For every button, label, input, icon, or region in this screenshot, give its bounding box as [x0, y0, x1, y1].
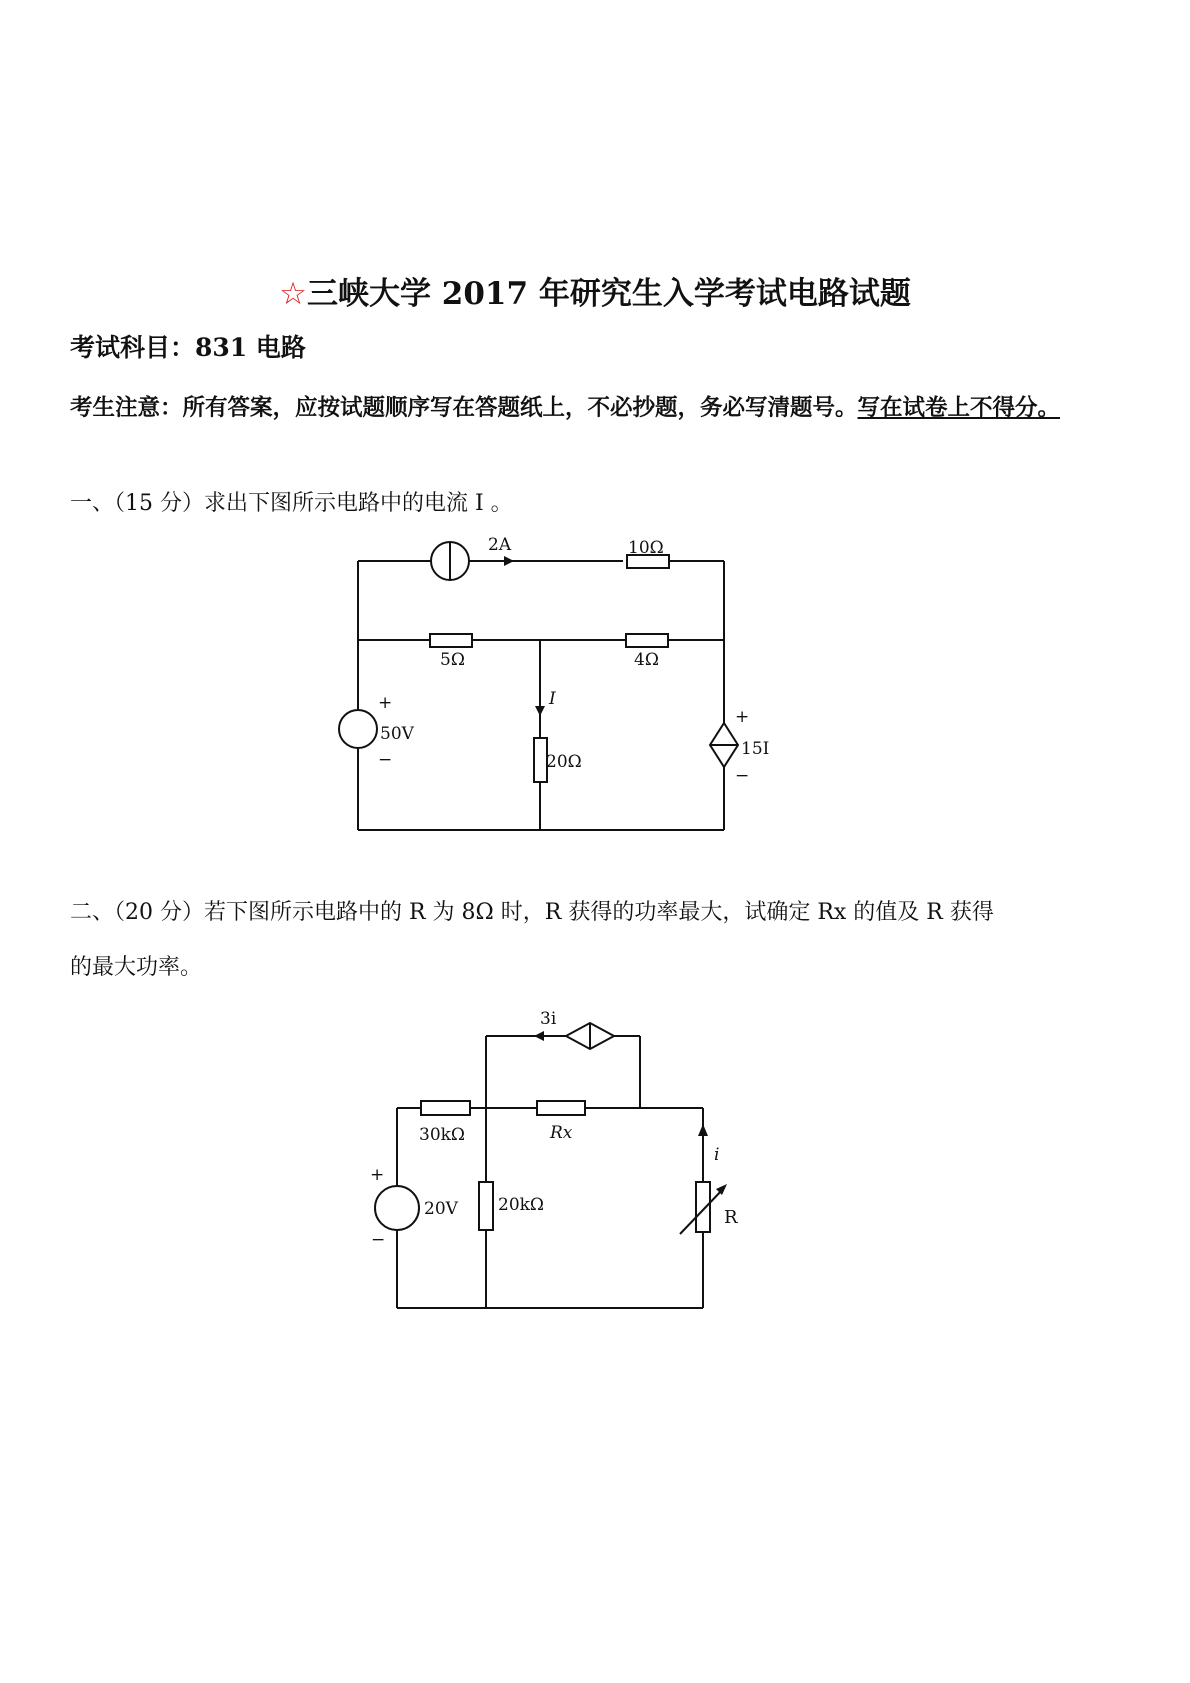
plus-sign-15i: + — [735, 707, 750, 727]
label-2a: 2A — [488, 535, 512, 555]
minus-sign-15i: − — [735, 766, 750, 786]
star-icon: ☆ — [279, 276, 307, 312]
voltage-source-20v — [375, 1186, 419, 1230]
label-10-ohm: 10Ω — [628, 538, 664, 558]
question-1-text: 一、（15 分）求出下图所示电路中的电流 I 。 — [70, 491, 513, 516]
question-2-line-2: 的最大功率。 — [70, 955, 203, 980]
label-20k: 20kΩ — [498, 1195, 545, 1215]
label-4-ohm: 4Ω — [634, 650, 659, 670]
plus-sign-20v: + — [370, 1165, 385, 1185]
dep-source-direction-arrow — [534, 1031, 544, 1041]
label-rx: Rx — [550, 1123, 573, 1143]
label-20-ohm: 20Ω — [546, 752, 582, 772]
notice-underlined: 写在试卷上不得分。 — [857, 395, 1061, 421]
resistor-rx — [537, 1101, 585, 1115]
label-current-i: I — [549, 689, 556, 709]
plus-sign-50v: + — [378, 693, 393, 713]
minus-sign-50v: − — [378, 750, 393, 770]
resistor-20k — [479, 1182, 493, 1230]
question-2-line-1: 二、（20 分）若下图所示电路中的 R 为 8Ω 时，R 获得的功率最大，试确定 Rx 的值及 R 获得 — [70, 900, 994, 925]
label-5-ohm: 5Ω — [440, 650, 465, 670]
resistor-30k — [421, 1101, 470, 1115]
label-r: R — [724, 1207, 738, 1228]
notice-main: 考生注意：所有答案，应按试题顺序写在答题纸上，不必抄题，务必写清题号。 — [70, 395, 858, 421]
label-current-i-2: i — [714, 1145, 720, 1165]
label-30k: 30kΩ — [419, 1125, 466, 1145]
variable-resistor-r — [680, 1182, 727, 1234]
label-20v: 20V — [424, 1199, 458, 1219]
exam-title-text: 三峡大学 2017 年研究生入学考试电路试题 — [306, 276, 911, 312]
exam-subject: 考试科目：831 电路 — [70, 333, 306, 362]
label-50v: 50V — [380, 724, 414, 744]
label-15i: 15I — [741, 739, 770, 759]
minus-sign-20v: − — [371, 1230, 386, 1250]
label-3i: 3i — [540, 1009, 557, 1029]
dependent-current-source — [566, 1023, 614, 1049]
current-i-arrow-2 — [698, 1124, 708, 1136]
